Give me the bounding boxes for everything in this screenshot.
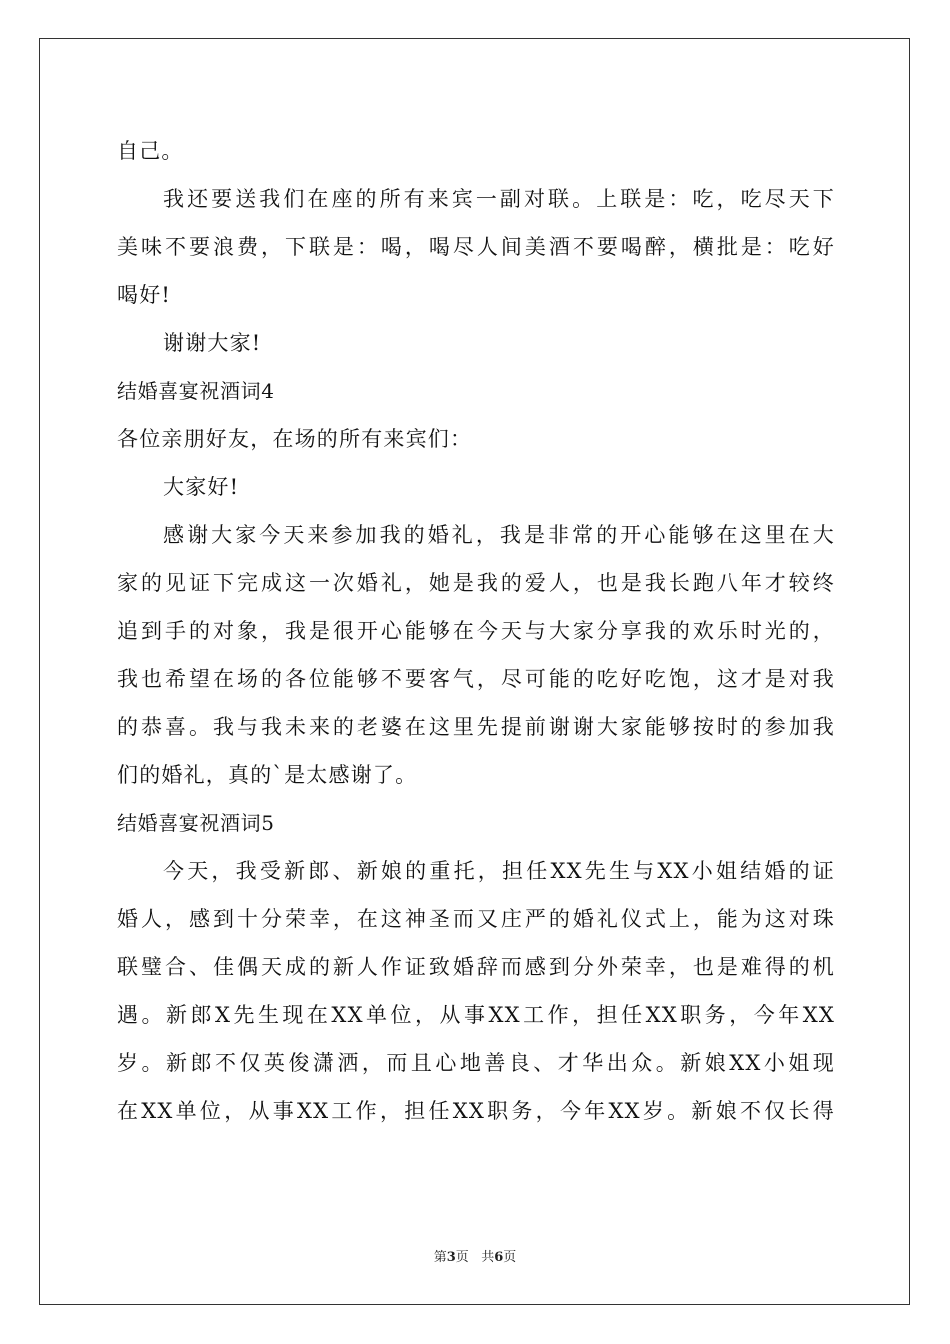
document-body	[117, 127, 835, 1135]
text-line: 美味不要浪费，下联是：喝，喝尽人间美酒不要喝醉，横批是：吃好	[117, 235, 835, 259]
page-unit: 页	[455, 1250, 469, 1265]
section-heading: 结婚喜宴祝酒词5	[117, 811, 275, 835]
page-total: 6	[494, 1250, 504, 1265]
total-prefix: 共	[481, 1250, 495, 1265]
text-line: 自己。	[117, 139, 184, 163]
page-prefix: 第	[433, 1250, 447, 1265]
text-line: 今天，我受新郎、新娘的重托，担任XX先生与XX小姐结婚的证	[163, 859, 835, 883]
page-footer	[0, 1246, 950, 1265]
text-line: 各位亲朋好友，在场的所有来宾们：	[117, 427, 473, 451]
text-line: 的恭喜。我与我未来的老婆在这里先提前谢谢大家能够按时的参加我	[117, 715, 835, 739]
text-line: 喝好!	[117, 283, 172, 307]
text-line: 遇。新郎X先生现在XX单位，从事XX工作，担任XX职务，今年XX	[117, 1003, 835, 1027]
text-line: 婚人，感到十分荣幸，在这神圣而又庄严的婚礼仪式上，能为这对珠	[117, 907, 835, 931]
text-line: 联璧合、佳偶天成的新人作证致婚辞而感到分外荣幸，也是难得的机	[117, 955, 835, 979]
text-line: 们的婚礼，真的`是太感谢了。	[117, 763, 418, 787]
text-line: 感谢大家今天来参加我的婚礼，我是非常的开心能够在这里在大	[163, 523, 835, 547]
text-line: 我也希望在场的各位能够不要客气，尽可能的吃好吃饱，这才是对我	[117, 667, 835, 691]
text-line: 大家好!	[163, 475, 240, 499]
section-heading: 结婚喜宴祝酒词4	[117, 379, 275, 403]
text-line: 家的见证下完成这一次婚礼，她是我的爱人，也是我长跑八年才较终	[117, 571, 835, 595]
total-unit: 页	[503, 1250, 517, 1265]
text-line: 我还要送我们在座的所有来宾一副对联。上联是：吃，吃尽天下	[163, 187, 835, 211]
text-line: 岁。新郎不仅英俊潇洒，而且心地善良、才华出众。新娘XX小姐现	[117, 1051, 835, 1075]
text-line: 追到手的对象，我是很开心能够在今天与大家分享我的欢乐时光的，	[117, 619, 835, 643]
text-line: 在XX单位，从事XX工作，担任XX职务，今年XX岁。新娘不仅长得	[117, 1099, 835, 1123]
page-current: 3	[446, 1250, 456, 1265]
text-line: 谢谢大家!	[163, 331, 262, 355]
